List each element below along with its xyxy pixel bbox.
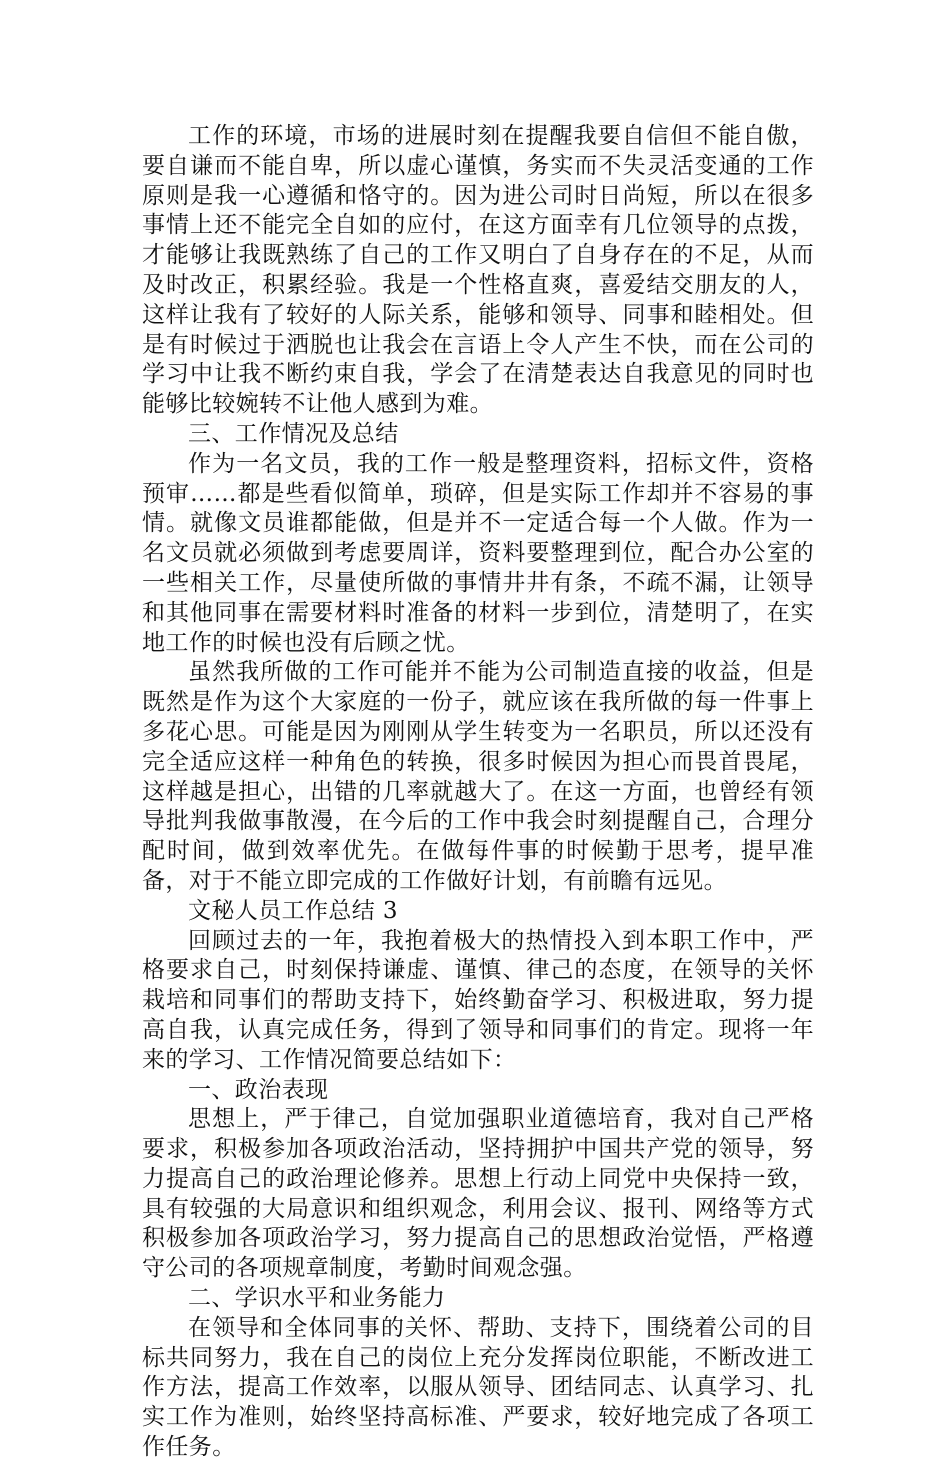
paragraph-work-environment: 工作的环境，市场的进展时刻在提醒我要自信但不能自傲，要自谦而不能自卑，所以虚心谨慎，务实而不失灵活变通的工作原则是我一心遵循和恪守的。因为进公司时日尚短，所以在很多事情上还不能完全自如的应付，在这方面幸有几位领导的点拨，才能够让我既熟练了自己的工作又明白了自身存在的不足，从而及时改正，积累经验。我是一个性格直爽，喜爱结交朋友的人，这样让我有了较好的人际关系，能够和领导、同事和睦相处。但是有时候过于洒脱也让我会在言语上令人产生不快，而在公司的学习中让我不断约束自我，学会了在清楚表达自我意见的同时也能够比较婉转不让他人感到为难。: [142, 123, 814, 418]
document-body: [142, 122, 814, 1463]
heading-work-situation: 三、工作情况及总结: [188, 420, 399, 447]
heading-knowledge-ability: 二、学识水平和业务能力: [188, 1285, 446, 1312]
paragraph-year-review: 回顾过去的一年，我抱着极大的热情投入到本职工作中，严格要求自己，时刻保持谦虚、谨慎、律己的态度，在领导的关怀栽培和同事们的帮助支持下，始终勤奋学习、积极进取，努力提高自我，认真完成任务，得到了领导和同事们的肯定。现将一年来的学习、工作情况简要总结如下：: [142, 927, 814, 1073]
paragraph-work-ability: 在领导和全体同事的关怀、帮助、支持下，围绕着公司的目标共同努力，我在自己的岗位上充分发挥岗位职能，不断改进工作方法，提高工作效率，以服从领导、团结同志、认真学习、扎实工作为准则，始终坚持高标准、严要求，较好地完成了各项工作任务。: [142, 1314, 814, 1461]
paragraph-self-improvement: 虽然我所做的工作可能并不能为公司制造直接的收益，但是既然是作为这个大家庭的一份子，就应该在我所做的每一件事上多花心思。可能是因为刚刚从学生转变为一名职员，所以还没有完全适应这样一种角色的转换，很多时候因为担心而畏首畏尾，这样越是担心，出错的几率就越大了。在这一方面，也曾经有领导批判我做事散漫，在今后的工作中我会时刻提醒自己，合理分配时间，做到效率优先。在做每件事的时候勤于思考，提早准备，对于不能立即完成的工作做好计划，有前瞻有远见。: [142, 659, 814, 894]
paragraph-political-thought: 思想上，严于律己，自觉加强职业道德培育，我对自己严格要求，积极参加各项政治活动，坚持拥护中国共产党的领导，努力提高自己的政治理论修养。思想上行动上同党中央保持一致，具有较强的大局意识和组织观念，利用会议、报刊、网络等方式积极参加各项政治学习，努力提高自己的思想政治觉悟，严格遵守公司的各项规章制度，考勤时间观念强。: [142, 1106, 814, 1282]
paragraph-clerk-duties: 作为一名文员，我的工作一般是整理资料，招标文件，资格预审……都是些看似简单，琐碎，但是实际工作却并不容易的事情。就像文员谁都能做，但是并不一定适合每一个人做。作为一名文员就必须做到考虑要周详，资料要整理到位，配合办公室的一些相关工作，尽量使所做的事情井井有条，不疏不漏，让领导和其他同事在需要材料时准备的材料一步到位，清楚明了，在实地工作的时候也没有后顾之忧。: [142, 450, 814, 656]
heading-secretary-summary-3: 文秘人员工作总结 3: [188, 897, 398, 924]
heading-political-performance: 一、政治表现: [188, 1076, 329, 1103]
